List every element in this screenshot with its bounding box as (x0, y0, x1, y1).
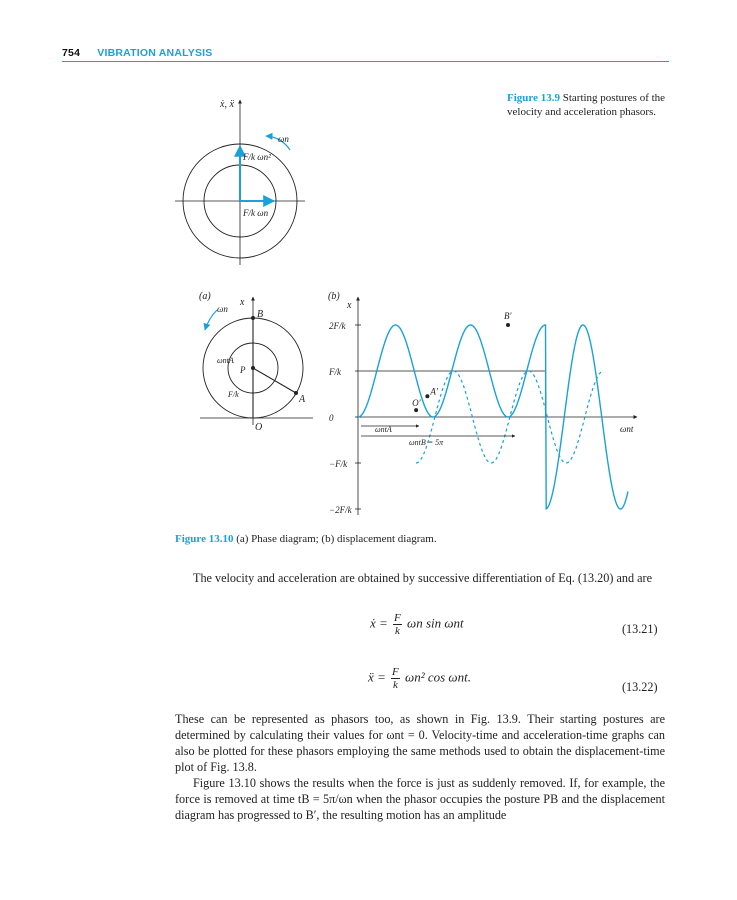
point-A-marker (294, 391, 298, 395)
eq-13-21-number: (13.21) (622, 622, 658, 636)
eq-13-22-lhs: ẍ = (368, 669, 386, 685)
point-B-label: B (257, 309, 264, 320)
figure-13-10a-phase-diagram (195, 285, 320, 435)
point-B-marker (251, 316, 255, 320)
figure-13-10-caption-text: (a) Phase diagram; (b) displacement diagram. (236, 533, 437, 545)
panel-b-y-ticks (328, 321, 361, 515)
panel-b-x-label: ωnt (620, 424, 634, 434)
figure-13-10-caption (175, 532, 595, 546)
phasor-PA (253, 368, 296, 393)
eq-13-21-fraction (393, 612, 402, 637)
tA-label: ωntA (375, 425, 392, 434)
y-tick-label: −F/k (329, 459, 348, 469)
point-A-label: A (299, 394, 306, 405)
point-A-prime-marker (425, 394, 429, 398)
panel-a-axis-label: x (240, 297, 245, 308)
eq-13-22-denominator: k (392, 679, 398, 691)
eq-13-21-rhs: ωn sin ωnt (407, 615, 464, 631)
panel-a-rotation-arrow (205, 310, 217, 330)
eq-13-22-numerator: F (392, 666, 399, 678)
velocity-phasor-label: F/k ωn (243, 208, 269, 218)
point-O-prime-marker (414, 408, 418, 412)
angle-label: ωntA (217, 356, 234, 365)
eq-13-21-numerator: F (394, 612, 401, 624)
equation-13-21 (370, 612, 464, 637)
header-rule (62, 61, 669, 62)
figure-13-9-caption-text: Starting postures of the velocity and acceleration phasors. (507, 92, 666, 118)
tB-label: ωntB = 5π (409, 438, 444, 447)
equation-13-22 (368, 666, 471, 691)
point-O-label: O (255, 422, 263, 433)
acceleration-phasor-label: F/k ωn² (243, 152, 271, 162)
paragraph-3-text: Figure 13.10 shows the results when the force is just as suddenly removed. If, for example, the force is removed at time tB = 5π/ωn when the phasor occupies the posture PB and the displacement diagram has progressed to B′, the resulting motion has an amplitude (175, 776, 665, 822)
figure-13-9-caption (507, 91, 667, 119)
eq-13-22-fraction (391, 666, 400, 691)
radius-label: F/k (228, 390, 239, 399)
point-B-prime-marker (506, 323, 510, 327)
paragraph-1 (175, 570, 665, 586)
figure-13-9-label: Figure 13.9 (507, 92, 560, 104)
figure-13-9-phasors (170, 90, 320, 270)
running-header (62, 47, 212, 59)
panel-a-tag: (a) (199, 291, 211, 302)
eq-13-22-number: (13.22) (622, 680, 658, 694)
eq-13-21-denominator: k (394, 625, 400, 637)
panel-b-axis-label: x (347, 300, 352, 311)
paragraph-2-text: These can be represented as phasors too, as shown in Fig. 13.9. Their starting postures are determined by calculating their values for ωnt = 0. Velocity-time and acceleration-time graphs can also be plotted for these phasors employing the same methods used to obtain the displacement-time plot of Fig. 13.8. (175, 712, 665, 774)
velocity-axis-label: ẋ, ẍ (220, 99, 234, 110)
point-P-label: P (240, 365, 246, 375)
point-O-prime-label: O' (412, 398, 421, 409)
point-P-marker (251, 366, 255, 370)
y-tick-label: 2F/k (329, 321, 346, 331)
eq-13-22-rhs: ωn² cos ωnt. (405, 669, 471, 685)
y-tick-label: F/k (329, 367, 341, 377)
panel-a-rotation-label: ωn (217, 304, 228, 314)
y-tick-label: 0 (329, 413, 334, 423)
paragraph-1-text: The velocity and acceleration are obtained by successive differentiation of Eq. (13.20) and are (193, 571, 652, 585)
rotation-label: ωn (278, 134, 289, 144)
paragraphs-2-3 (175, 711, 665, 823)
panel-b-tag: (b) (328, 291, 340, 302)
page-number: 754 (62, 47, 81, 59)
y-tick-label: −2F/k (329, 505, 352, 515)
figure-13-10b-displacement-diagram (325, 285, 655, 525)
force-level-line (358, 371, 546, 417)
eq-13-21-lhs: ẋ = (370, 615, 388, 631)
point-A-prime-label: A' (430, 386, 438, 397)
figure-13-10-label: Figure 13.10 (175, 533, 234, 545)
point-B-prime-label: B' (504, 311, 512, 321)
section-title: VIBRATION ANALYSIS (97, 47, 213, 59)
